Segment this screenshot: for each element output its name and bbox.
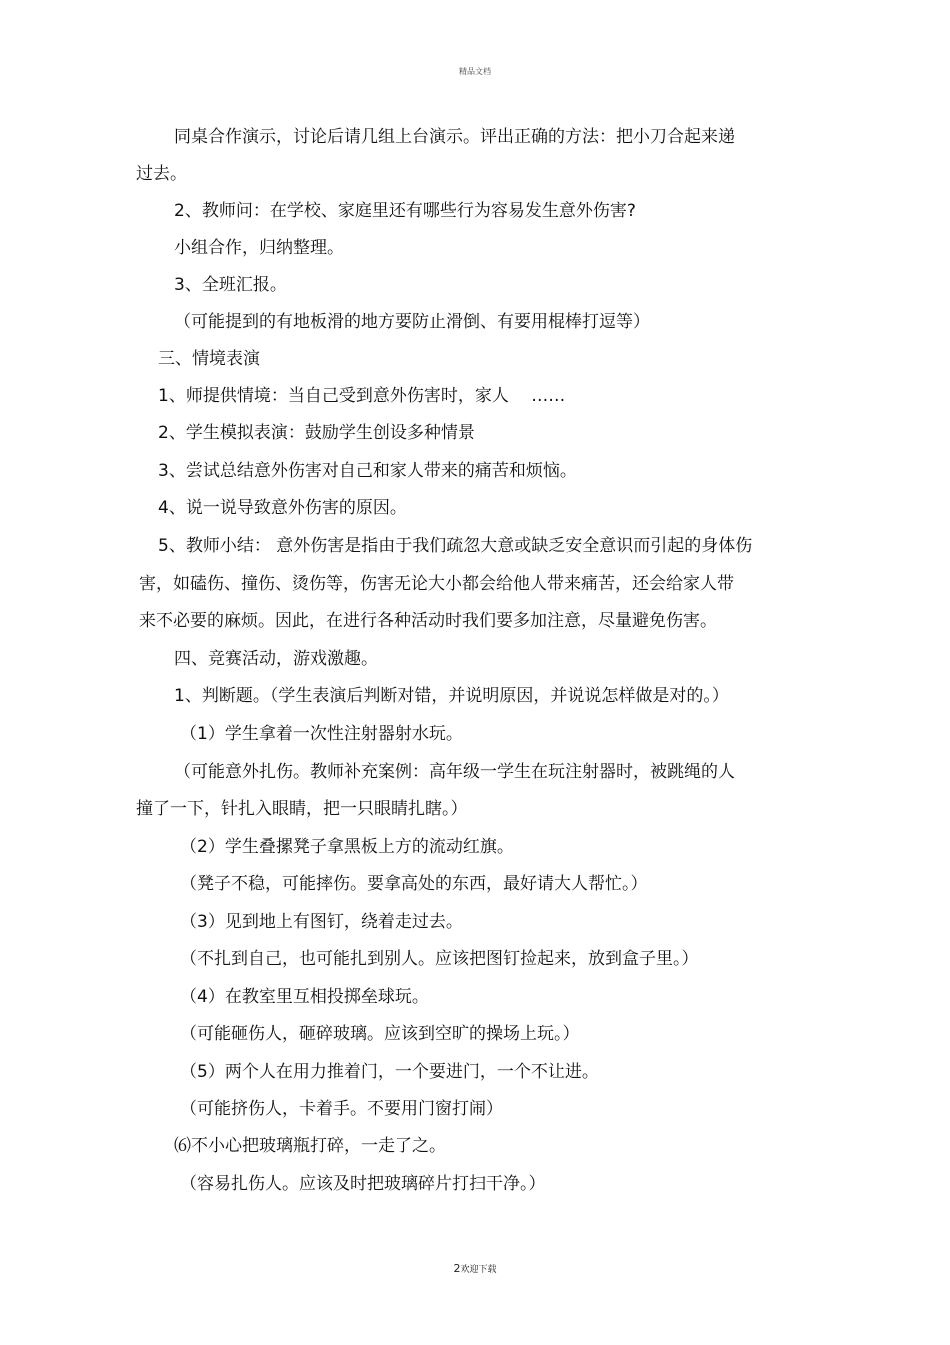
body-line: （1）学生拿着一次性注射器射水玩。: [180, 724, 463, 744]
body-line: （可能砸伤人，砸碎玻璃。应该到空旷的操场上玩。）: [180, 1024, 580, 1044]
body-line: 3、尝试总结意外伤害对自己和家人带来的痛苦和烦恼。: [158, 461, 577, 481]
body-line: 1、师提供情境：当自己受到意外伤害时，家人 ……: [158, 386, 566, 406]
body-line: 1、判断题。（学生表演后判断对错，并说明原因，并说说怎样做是对的。）: [174, 686, 729, 706]
body-line: 3、全班汇报。: [174, 275, 287, 295]
section-heading: 四、竞赛活动，游戏激趣。: [174, 649, 378, 669]
body-line: ⑹不小心把玻璃瓶打碎，一走了之。: [174, 1136, 446, 1156]
page-number: 2: [453, 1262, 461, 1275]
body-line: （凳子不稳，可能摔伤。要拿高处的东西，最好请大人帮忙。）: [180, 874, 648, 894]
body-line: （2）学生叠摞凳子拿黑板上方的流动红旗。: [180, 837, 514, 857]
body-line: 4、说一说导致意外伤害的原因。: [158, 498, 407, 518]
page-footer: [0, 1262, 950, 1275]
body-line: （可能提到的有地板滑的地方要防止滑倒、有要用棍棒打逗等）: [174, 312, 650, 332]
page-header: 精品文档: [459, 67, 491, 76]
body-line: 同桌合作演示，讨论后请几组上台演示。评出正确的方法：把小刀合起来递: [174, 127, 735, 147]
body-line: 5、教师小结： 意外伤害是指由于我们疏忽大意或缺乏安全意识而引起的身体伤: [158, 536, 753, 556]
body-line: （3）见到地上有图钉，绕着走过去。: [180, 912, 463, 932]
footer-label: 欢迎下载: [460, 1265, 497, 1275]
section-heading: 三、情境表演: [158, 349, 260, 369]
body-line: （可能挤伤人，卡着手。不要用门窗打闹）: [180, 1099, 503, 1119]
body-line: 撞了一下，针扎入眼睛，把一只眼睛扎瞎。）: [136, 799, 468, 819]
body-line: （可能意外扎伤。教师补充案例：高年级一学生在玩注射器时，被跳绳的人: [174, 762, 735, 782]
body-line: 2、学生模拟表演：鼓励学生创设多种情景: [158, 423, 475, 443]
body-line: 过去。: [136, 164, 187, 184]
body-line: 来不必要的麻烦。因此，在进行各种活动时我们要多加注意，尽量避免伤害。: [139, 611, 717, 631]
body-line: 害，如磕伤、撞伤、烫伤等，伤害无论大小都会给他人带来痛苦，还会给家人带: [139, 574, 734, 594]
body-line: （容易扎伤人。应该及时把玻璃碎片打扫干净。）: [180, 1174, 546, 1194]
body-line: 小组合作，归纳整理。: [174, 238, 344, 258]
body-line: （4）在教室里互相投掷垒球玩。: [180, 987, 429, 1007]
body-line: （5）两个人在用力推着门，一个要进门，一个不让进。: [180, 1062, 599, 1082]
body-line: 2、教师问：在学校、家庭里还有哪些行为容易发生意外伤害?: [174, 201, 636, 221]
body-line: （不扎到自己，也可能扎到别人。应该把图钉捡起来，放到盒子里。）: [180, 949, 699, 969]
